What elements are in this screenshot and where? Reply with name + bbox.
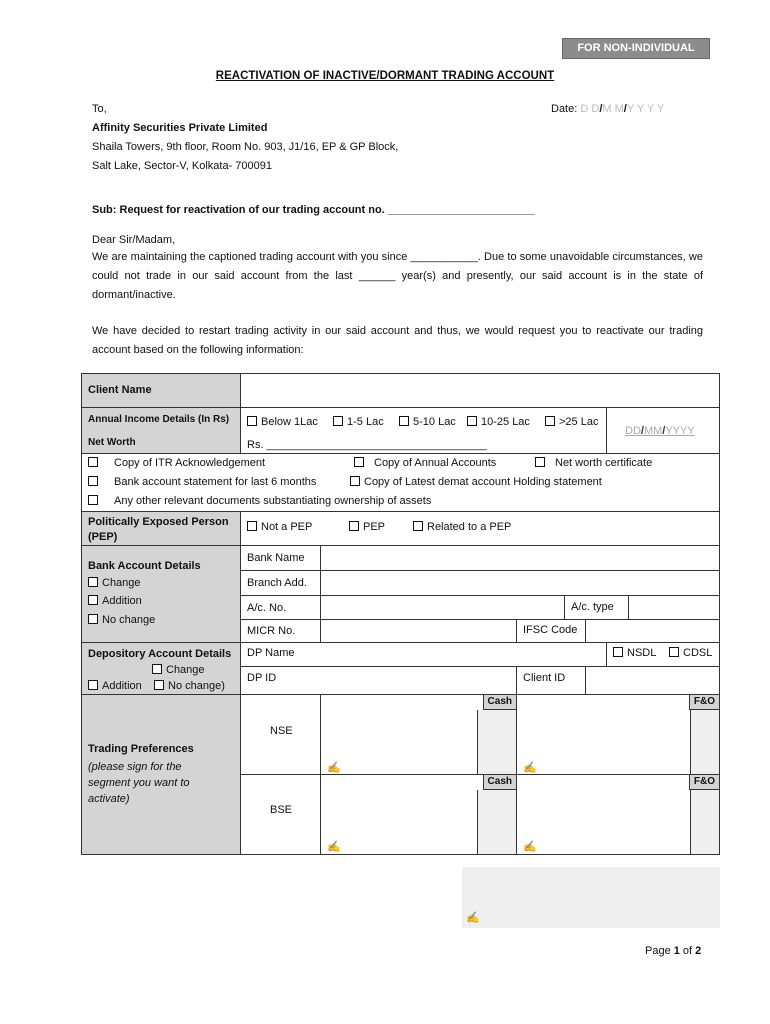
checkbox-icon bbox=[535, 457, 545, 467]
bank-change-option[interactable]: Change bbox=[88, 577, 141, 589]
checkbox-icon bbox=[88, 495, 98, 505]
non-individual-badge: FOR NON-INDIVIDUAL bbox=[562, 38, 710, 59]
nsdl-option[interactable]: NSDL bbox=[613, 647, 656, 659]
dp-id-input[interactable] bbox=[240, 666, 517, 695]
date-mm: M M bbox=[602, 103, 624, 115]
sign-icon: ✍ bbox=[523, 841, 537, 853]
micr-input[interactable] bbox=[320, 619, 517, 643]
client-id-label-cell bbox=[516, 666, 586, 695]
pep-options-cell bbox=[240, 511, 720, 546]
ac-type-label-cell bbox=[564, 595, 629, 620]
branch-label: Branch Add. bbox=[247, 577, 307, 589]
doc-annual-accounts[interactable]: Copy of Annual Accounts bbox=[354, 457, 496, 469]
documents-cell bbox=[81, 453, 720, 512]
ac-type-label: A/c. type bbox=[571, 601, 614, 613]
trading-label-cell bbox=[81, 694, 241, 855]
checkbox-icon bbox=[545, 416, 555, 426]
checkbox-icon bbox=[613, 647, 623, 657]
cdsl-option[interactable]: CDSL bbox=[669, 647, 712, 659]
checkbox-icon bbox=[354, 457, 364, 467]
checkbox-icon bbox=[669, 647, 679, 657]
salutation: Dear Sir/Madam, bbox=[92, 234, 176, 246]
income-label-cell bbox=[81, 407, 241, 454]
nse-label: NSE bbox=[270, 725, 293, 737]
dp-label-cell bbox=[81, 642, 241, 695]
dp-nochange-option[interactable]: No change) bbox=[154, 680, 225, 692]
doc-bank-statement[interactable]: Bank account statement for last 6 months bbox=[88, 476, 316, 488]
sign-icon: ✍ bbox=[327, 841, 341, 853]
annual-income-label: Annual Income Details (In Rs) bbox=[88, 414, 230, 425]
bank-name-input[interactable] bbox=[320, 545, 720, 571]
depository-options-cell bbox=[606, 642, 720, 667]
income-below-1lac[interactable]: Below 1Lac bbox=[247, 416, 318, 428]
addressee-line2: Salt Lake, Sector-V, Kolkata- 700091 bbox=[92, 160, 272, 172]
paragraph-1: We are maintaining the captioned trading account with you since ___________. Due to some unavoidable circumstances, we could not trade in our said account from the last ______ year(s) and presently, our said account is in the state of dormant/inactive. bbox=[92, 251, 703, 301]
pep-label: Politically Exposed Person (PEP) bbox=[88, 516, 229, 543]
nw-date-mm: MM bbox=[643, 425, 663, 437]
net-worth-label: Net Worth bbox=[88, 437, 136, 448]
page-title: REACTIVATION OF INACTIVE/DORMANT TRADING ACCOUNT bbox=[215, 70, 555, 82]
doc-networth-cert[interactable]: Net worth certificate bbox=[535, 457, 652, 469]
checkbox-icon bbox=[333, 416, 343, 426]
doc-itr[interactable]: Copy of ITR Acknowledgement bbox=[88, 457, 265, 469]
ac-no-label-cell bbox=[240, 595, 321, 620]
paragraph-2: We have decided to restart trading activity in our said account and thus, we would request you to reactivate our trading account based on the following information: bbox=[92, 325, 703, 356]
ifsc-label-cell bbox=[516, 619, 586, 643]
checkbox-icon bbox=[399, 416, 409, 426]
sign-icon: ✍ bbox=[523, 762, 537, 774]
checkbox-icon bbox=[154, 680, 164, 690]
doc-demat-holding[interactable]: Copy of Latest demat account Holding statement bbox=[350, 476, 602, 488]
dp-addition-option[interactable]: Addition bbox=[88, 680, 142, 692]
doc-other[interactable]: Any other relevant documents substantiating ownership of assets bbox=[88, 495, 431, 507]
nse-label-cell bbox=[240, 694, 321, 775]
checkbox-icon bbox=[350, 476, 360, 486]
client-name-input[interactable] bbox=[240, 373, 720, 408]
pep-not-a-pep[interactable]: Not a PEP bbox=[247, 521, 312, 533]
checkbox-icon bbox=[88, 577, 98, 587]
ifsc-input[interactable] bbox=[585, 619, 720, 643]
date-field[interactable]: Date: D D/M M/Y Y Y Y bbox=[551, 103, 665, 115]
trading-pref-label: Trading Preferences bbox=[88, 743, 194, 755]
client-name-label-cell bbox=[81, 373, 241, 408]
to-label: To, bbox=[92, 103, 107, 115]
nw-date-yyyy: YYYY bbox=[665, 425, 695, 437]
ac-type-input[interactable] bbox=[628, 595, 720, 620]
bank-name-label-cell bbox=[240, 545, 321, 571]
income-above-25lac[interactable]: >25 Lac bbox=[545, 416, 598, 428]
pep-related[interactable]: Related to a PEP bbox=[413, 521, 511, 533]
ifsc-label: IFSC Code bbox=[523, 624, 578, 636]
net-worth-rs-field[interactable]: Rs. ____________________________________ bbox=[247, 439, 487, 451]
checkbox-icon bbox=[349, 521, 359, 531]
income-options-cell bbox=[240, 407, 607, 454]
bank-nochange-option[interactable]: No change bbox=[88, 614, 155, 626]
dp-name-label: DP Name bbox=[247, 647, 295, 659]
ac-no-input[interactable] bbox=[320, 595, 565, 620]
date-dd: D D bbox=[580, 103, 600, 115]
bse-label-cell bbox=[240, 774, 321, 855]
bse-label: BSE bbox=[270, 804, 293, 816]
checkbox-icon bbox=[88, 476, 98, 486]
signature-box[interactable] bbox=[462, 867, 720, 928]
dp-change-option[interactable]: Change bbox=[152, 664, 205, 676]
nw-date-dd: DD bbox=[625, 425, 641, 437]
dp-name-input[interactable] bbox=[240, 642, 607, 667]
client-id-input[interactable] bbox=[585, 666, 720, 695]
income-1-5lac[interactable]: 1-5 Lac bbox=[333, 416, 384, 428]
branch-label-cell bbox=[240, 570, 321, 596]
sign-icon: ✍ bbox=[466, 912, 480, 924]
pep-label-cell bbox=[81, 511, 241, 546]
nse-fo-sign-box[interactable] bbox=[516, 694, 720, 775]
dp-details-label: Depository Account Details bbox=[88, 648, 232, 660]
fo-tag: F&O bbox=[689, 775, 719, 790]
checkbox-icon bbox=[88, 680, 98, 690]
bse-fo-sign-box[interactable] bbox=[516, 774, 720, 855]
ac-no-label: A/c. No. bbox=[247, 602, 287, 614]
trading-pref-note: (please sign for the segment you want to activate) bbox=[88, 761, 190, 805]
bank-addition-option[interactable]: Addition bbox=[88, 595, 142, 607]
sign-icon: ✍ bbox=[327, 762, 341, 774]
income-10-25lac[interactable]: 10-25 Lac bbox=[467, 416, 530, 428]
dp-id-label: DP ID bbox=[247, 672, 277, 684]
cash-tag: Cash bbox=[483, 775, 516, 790]
date-label: Date: bbox=[551, 103, 578, 115]
client-id-label: Client ID bbox=[523, 672, 566, 684]
micr-label: MICR No. bbox=[247, 625, 296, 637]
checkbox-icon bbox=[88, 595, 98, 605]
cash-tag: Cash bbox=[483, 695, 516, 710]
checkbox-icon bbox=[152, 664, 162, 674]
checkbox-icon bbox=[247, 521, 257, 531]
bank-details-label: Bank Account Details bbox=[88, 560, 201, 572]
page-number: Page 1 of 2 bbox=[645, 945, 702, 957]
bse-cash-sign-box[interactable] bbox=[320, 774, 517, 855]
income-5-10lac[interactable]: 5-10 Lac bbox=[399, 416, 456, 428]
checkbox-icon bbox=[88, 457, 98, 467]
checkbox-icon bbox=[247, 416, 257, 426]
subject-line: Sub: Request for reactivation of our trading account no. ________________________ bbox=[92, 204, 535, 216]
bank-label-cell bbox=[81, 545, 241, 643]
bank-name-label: Bank Name bbox=[247, 552, 305, 564]
pep-pep[interactable]: PEP bbox=[349, 521, 385, 533]
addressee-line1: Shaila Towers, 9th floor, Room No. 903, J1/16, EP & GP Block, bbox=[92, 141, 399, 153]
checkbox-icon bbox=[467, 416, 477, 426]
nse-cash-sign-box[interactable] bbox=[320, 694, 517, 775]
checkbox-icon bbox=[413, 521, 423, 531]
branch-input[interactable] bbox=[320, 570, 720, 596]
fo-tag: F&O bbox=[689, 695, 719, 710]
date-yyyy: Y Y Y Y bbox=[626, 103, 665, 115]
client-name-label: Client Name bbox=[88, 384, 152, 396]
checkbox-icon bbox=[88, 614, 98, 624]
micr-label-cell bbox=[240, 619, 321, 643]
addressee-name: Affinity Securities Private Limited bbox=[92, 122, 268, 134]
net-worth-date-field[interactable]: DD/MM/YYYY bbox=[606, 407, 720, 454]
